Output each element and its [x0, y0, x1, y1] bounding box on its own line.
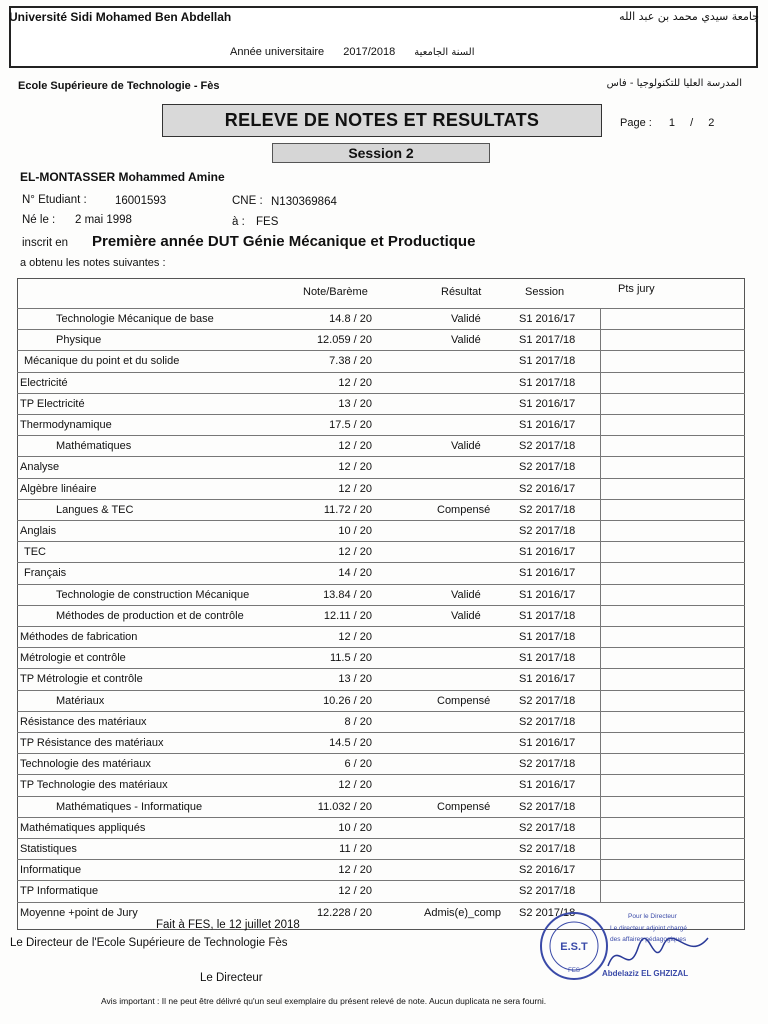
module-session: S2 2017/18 [519, 885, 576, 898]
module-name: Français [24, 567, 67, 580]
module-result: Validé [451, 334, 481, 347]
module-session: S1 2016/17 [519, 313, 576, 325]
pts-jury-cell [600, 754, 601, 774]
stamp-city-text: FES [568, 968, 580, 974]
module-grade: 12.059 / 20 [316, 334, 372, 347]
pts-jury-cell [600, 691, 601, 711]
document-title: RELEVE DE NOTES ET RESULTATS [162, 104, 602, 137]
module-grade: 11.72 / 20 [323, 503, 372, 516]
birth-place-label: à : [232, 216, 245, 228]
module-session: S2 2017/18 [519, 715, 576, 728]
important-notice: Avis important : Il ne peut être délivré qu'un seul exemplaire du présent relevé de note. Aucun duplicata ne sera fourni. [101, 996, 547, 1006]
module-name: Anglais [20, 525, 57, 537]
page-separator: / [690, 117, 694, 129]
module-name: Technologie des matériaux [20, 758, 151, 771]
header-resultat: Résultat [441, 286, 482, 298]
signature-name: Abdelaziz EL GHZIZAL [602, 969, 689, 978]
module-name: Mathématiques [56, 440, 132, 453]
module-name: Méthodes de production et de contrôle [56, 609, 244, 622]
table-row [17, 372, 745, 393]
table-row [17, 838, 745, 859]
pts-jury-cell [600, 648, 601, 668]
pts-jury-cell [600, 309, 601, 329]
pts-jury-cell [600, 606, 601, 626]
signature-title-1: Pour le Directeur [628, 913, 677, 920]
table-row [17, 626, 745, 647]
module-session: S2 2017/18 [519, 694, 576, 707]
school-name: Ecole Supérieure de Technologie - Fès [18, 80, 220, 92]
module-grade: 12.11 / 20 [323, 609, 372, 622]
module-name: Technologie Mécanique de base [56, 313, 214, 325]
module-grade: 12 / 20 [338, 779, 372, 792]
module-result: Validé [451, 440, 481, 453]
student-name: EL-MONTASSER Mohammed Amine [20, 170, 225, 184]
module-session: S2 2017/18 [519, 821, 576, 834]
module-name: TP Métrologie et contrôle [20, 673, 143, 686]
module-name: TP Technologie des matériaux [20, 779, 168, 792]
table-row [17, 456, 745, 477]
page-label: Page : [620, 117, 652, 129]
module-grade: 6 / 20 [344, 758, 372, 771]
table-row [17, 562, 745, 583]
module-result: Compensé [437, 503, 491, 516]
academic-year-row [230, 46, 491, 58]
module-grade: 11 / 20 [339, 843, 372, 855]
module-grade: 12 / 20 [338, 376, 372, 389]
header-note: Note/Barème [303, 286, 368, 298]
module-result: Admis(e)_comp [424, 906, 502, 919]
module-name: Moyenne +point de Jury [20, 906, 138, 919]
module-name: Métrologie et contrôle [20, 652, 126, 665]
pts-jury-cell [600, 500, 601, 520]
module-session: S1 2016/17 [519, 737, 576, 749]
pts-jury-cell [600, 415, 601, 435]
module-result: Validé [451, 609, 481, 622]
module-session: S1 2016/17 [519, 546, 576, 559]
module-grade: 13 / 20 [338, 673, 372, 686]
module-session: S1 2017/18 [519, 376, 576, 389]
module-session: S1 2016/17 [519, 397, 576, 410]
table-row [17, 584, 745, 605]
stamp-center-text: E.S.T [560, 941, 588, 953]
pts-jury-cell [600, 585, 601, 605]
pts-jury-cell [600, 394, 601, 414]
page-indicator [620, 117, 714, 129]
table-row [17, 414, 745, 435]
academic-year-label-arabic: السنة الجامعية [414, 47, 475, 58]
module-name: TP Electricité [20, 397, 85, 410]
module-grade: 12 / 20 [338, 546, 372, 559]
table-row [17, 605, 745, 626]
module-session: S1 2016/17 [519, 567, 576, 580]
table-row [17, 308, 745, 329]
signature-title-3: des affaires pédagogiques [610, 936, 687, 943]
module-grade: 12 / 20 [338, 631, 372, 643]
inscrit-label: inscrit en [22, 237, 69, 249]
module-session: S2 2017/18 [519, 906, 576, 919]
table-row [17, 647, 745, 668]
pts-jury-cell [600, 521, 601, 541]
table-row [17, 711, 745, 732]
pts-jury-cell [600, 712, 601, 732]
module-grade: 12 / 20 [338, 482, 372, 495]
module-session: S2 2017/18 [519, 525, 576, 537]
pts-jury-cell [600, 373, 601, 393]
module-name: Méthodes de fabrication [20, 631, 138, 643]
table-row [17, 753, 745, 774]
table-row [17, 541, 745, 562]
student-number-value: 16001593 [115, 195, 167, 207]
birth-date-value: 2 mai 1998 [75, 214, 132, 226]
header-session: Session [525, 286, 565, 298]
table-row [17, 435, 745, 456]
table-row [17, 796, 745, 817]
module-grade: 12 / 20 [338, 440, 372, 453]
module-grade: 8 / 20 [344, 715, 372, 728]
module-grade: 14.8 / 20 [329, 313, 372, 325]
table-row [17, 499, 745, 520]
session-label: Session 2 [272, 143, 490, 163]
module-grade: 11.032 / 20 [317, 800, 372, 813]
module-grade: 11.5 / 20 [330, 652, 372, 665]
module-grade: 10.26 / 20 [323, 694, 372, 707]
pts-jury-cell [600, 733, 601, 753]
birth-date-label: Né le : [22, 214, 56, 226]
academic-year-value: 2017/2018 [343, 46, 396, 58]
table-row [17, 668, 745, 689]
pts-jury-cell [600, 563, 601, 583]
module-session: S1 2016/17 [519, 779, 576, 792]
module-session: S1 2016/17 [519, 588, 576, 601]
birth-place-value: FES [256, 216, 279, 228]
module-grade: 10 / 20 [338, 821, 372, 834]
module-session: S1 2016/17 [519, 673, 576, 686]
module-grade: 12 / 20 [338, 461, 372, 474]
module-grade: 10 / 20 [338, 525, 372, 537]
module-name: Mécanique du point et du solide [24, 355, 180, 368]
module-name: TEC [24, 546, 46, 559]
pts-jury-cell [600, 669, 601, 689]
pts-jury-cell [600, 479, 601, 499]
module-session: S1 2017/18 [519, 652, 576, 665]
module-session: S1 2016/17 [519, 419, 576, 431]
module-name: Résistance des matériaux [20, 715, 147, 728]
module-name: Physique [56, 334, 102, 347]
module-session: S2 2017/18 [519, 440, 576, 453]
module-session: S1 2017/18 [519, 631, 576, 643]
module-name: Electricité [20, 376, 68, 389]
module-name: Analyse [20, 461, 60, 474]
issue-date: Fait à FES, le 12 juillet 2018 [156, 919, 300, 931]
module-name: Mathématiques - Informatique [56, 800, 203, 813]
table-row [17, 859, 745, 880]
table-row [17, 690, 745, 711]
module-grade: 14.5 / 20 [329, 737, 372, 749]
module-session: S2 2017/18 [519, 758, 576, 771]
module-result: Validé [451, 588, 481, 601]
table-row [17, 329, 745, 350]
module-session: S2 2017/18 [519, 843, 576, 855]
module-session: S2 2017/18 [519, 461, 576, 474]
header-pts-jury: Pts jury [618, 283, 655, 295]
module-name: Matériaux [56, 694, 105, 707]
official-stamp [538, 908, 738, 990]
table-row [17, 774, 745, 795]
cne-value: N130369864 [271, 196, 337, 208]
pts-jury-cell [600, 860, 601, 880]
school-name-arabic: المدرسة العليا للتكنولوجيا - فاس [606, 78, 742, 89]
module-name: TP Résistance des matériaux [20, 737, 164, 749]
academic-year-label: Année universitaire [230, 46, 325, 58]
pts-jury-cell [600, 436, 601, 456]
table-row [17, 520, 745, 541]
module-name: TP Informatique [20, 885, 99, 898]
pts-jury-cell [600, 627, 601, 647]
student-number-label: N° Etudiant : [22, 194, 87, 206]
table-row [17, 732, 745, 753]
table-row [17, 880, 745, 901]
pts-jury-cell [600, 797, 601, 817]
cne-label: CNE : [232, 195, 263, 207]
pts-jury-cell [600, 457, 601, 477]
module-session: S2 2016/17 [519, 482, 576, 495]
director-school-line: Le Directeur de l'Ecole Supérieure de Technologie Fès [10, 937, 288, 949]
module-grade: 14 / 20 [338, 567, 372, 580]
module-session: S2 2017/18 [519, 800, 576, 813]
module-name: Informatique [20, 864, 82, 877]
pts-jury-cell [600, 542, 601, 562]
module-grade: 13.84 / 20 [323, 588, 372, 601]
table-row [17, 350, 745, 371]
table-row [17, 393, 745, 414]
director-label: Le Directeur [200, 972, 263, 984]
notes-intro: a obtenu les notes suivantes : [20, 257, 166, 269]
module-name: Langues & TEC [56, 503, 134, 516]
pts-jury-cell [600, 351, 601, 371]
module-grade: 13 / 20 [338, 397, 372, 410]
module-result: Compensé [437, 800, 491, 813]
module-session: S1 2017/18 [519, 355, 576, 368]
module-grade: 7.38 / 20 [329, 355, 372, 368]
module-name: Mathématiques appliqués [20, 821, 146, 834]
pts-jury-cell [600, 818, 601, 838]
table-row [17, 817, 745, 838]
pts-jury-cell [600, 775, 601, 795]
module-name: Algèbre linéaire [20, 482, 97, 495]
module-grade: 12.228 / 20 [316, 906, 372, 919]
module-result: Compensé [437, 694, 491, 707]
page-total: 2 [708, 117, 715, 129]
page-current: 1 [668, 117, 675, 129]
pts-jury-cell [600, 839, 601, 859]
module-session: S1 2017/18 [519, 334, 576, 347]
module-grade: 17.5 / 20 [329, 419, 372, 431]
university-name: Université Sidi Mohamed Ben Abdellah [9, 10, 232, 24]
table-row [17, 478, 745, 499]
module-grade: 12 / 20 [338, 885, 372, 898]
module-session: S2 2017/18 [519, 503, 576, 516]
module-grade: 12 / 20 [338, 864, 372, 877]
pts-jury-cell [600, 330, 601, 350]
university-name-arabic: جامعة سيدي محمد بن عبد الله [619, 10, 759, 23]
module-session: S1 2017/18 [519, 609, 576, 622]
pts-jury-cell [600, 881, 601, 901]
module-result: Validé [451, 313, 481, 325]
module-name: Thermodynamique [20, 419, 112, 431]
module-name: Technologie de construction Mécanique [56, 588, 250, 601]
program-name: Première année DUT Génie Mécanique et Productique [92, 233, 476, 250]
module-name: Statistiques [20, 843, 77, 855]
signature-title-2: Le directeur adjoint chargé [610, 925, 687, 932]
module-session: S2 2016/17 [519, 864, 576, 877]
